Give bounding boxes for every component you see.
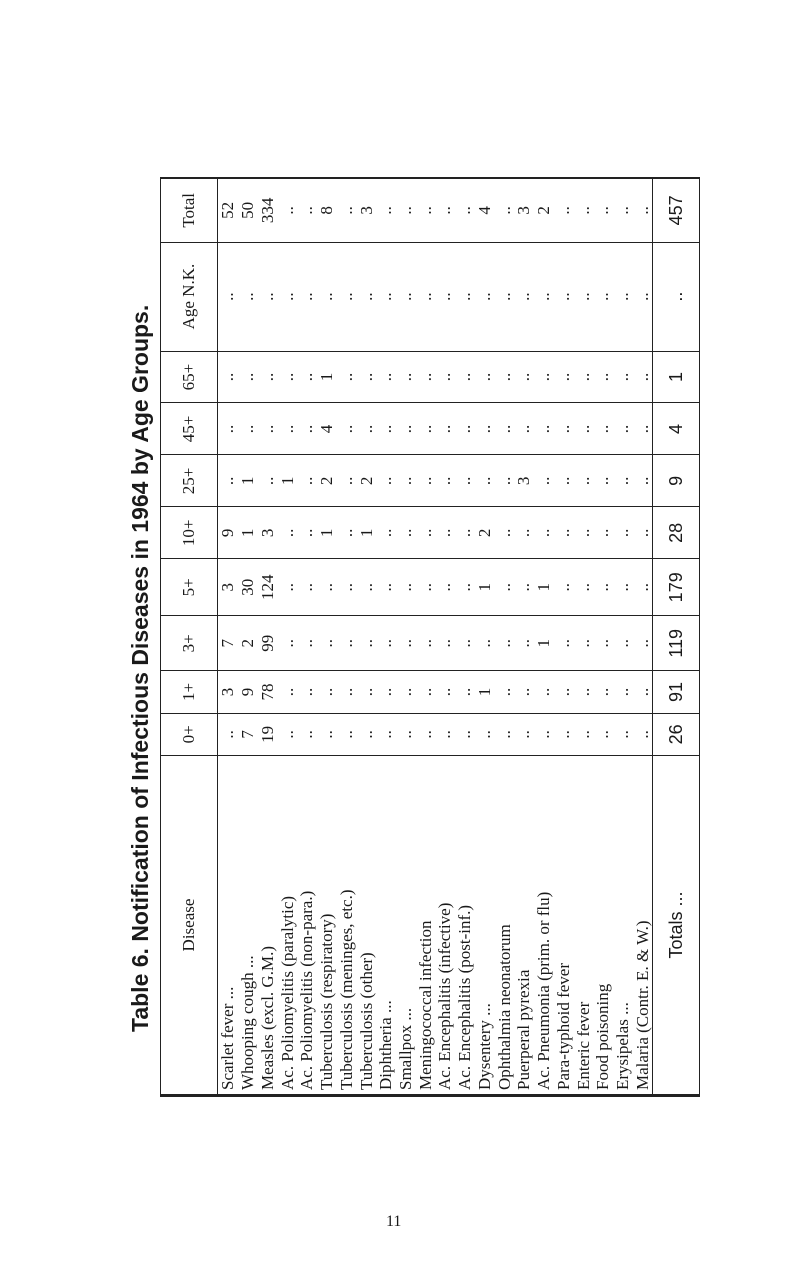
table-cell: ..: [554, 179, 574, 242]
table-row: [613, 179, 633, 1095]
table-cell: ..: [277, 713, 297, 755]
header-row: [161, 179, 218, 1095]
table-cell: ..: [435, 616, 455, 671]
table-cell: ..: [573, 242, 593, 351]
table-cell: ..: [218, 351, 238, 403]
table-cell: ..: [573, 179, 593, 242]
table-cell: ..: [475, 351, 495, 403]
table-cell: ..: [356, 559, 376, 616]
column-header: 45+: [161, 403, 218, 455]
table-cell: 4: [475, 179, 495, 242]
table-cell: ..: [573, 671, 593, 713]
table-cell: ..: [455, 616, 475, 671]
column-header: 10+: [161, 507, 218, 559]
table-cell: ..: [238, 403, 258, 455]
table-cell: ..: [257, 403, 277, 455]
table-cell: ..: [435, 351, 455, 403]
table-cell: ..: [435, 671, 455, 713]
table-row: [435, 179, 455, 1095]
totals-cell: 28: [653, 507, 700, 559]
table-cell: ..: [317, 559, 337, 616]
table-cell: 78: [257, 671, 277, 713]
disease-name: Ac. Encephalitis (infective): [435, 756, 455, 1095]
table-cell: 7: [238, 713, 258, 755]
table-cell: ..: [632, 713, 652, 755]
table-row: [317, 179, 337, 1095]
table-cell: ..: [277, 559, 297, 616]
table-cell: ..: [534, 455, 554, 507]
column-header: Disease: [161, 756, 218, 1095]
table-cell: ..: [435, 507, 455, 559]
table-row: [494, 179, 514, 1095]
table-cell: 4: [317, 403, 337, 455]
disease-name: Tuberculosis (other): [356, 756, 376, 1095]
table-cell: ..: [514, 671, 534, 713]
table-cell: ..: [356, 242, 376, 351]
totals-cell: 91: [653, 671, 700, 713]
disease-name: Diphtheria ...: [376, 756, 396, 1095]
table-cell: ..: [257, 242, 277, 351]
table-cell: ..: [435, 403, 455, 455]
table-cell: ..: [613, 403, 633, 455]
table-cell: ..: [415, 351, 435, 403]
table-cell: ..: [475, 242, 495, 351]
table-cell: ..: [455, 242, 475, 351]
table-cell: ..: [297, 671, 317, 713]
table-cell: ..: [534, 713, 554, 755]
table-cell: 30: [238, 559, 258, 616]
table-cell: ..: [554, 616, 574, 671]
table-row: [277, 179, 297, 1095]
table-row: [396, 179, 416, 1095]
table-cell: ..: [396, 242, 416, 351]
table-cell: ..: [632, 455, 652, 507]
table-cell: 3: [218, 671, 238, 713]
table-cell: ..: [396, 403, 416, 455]
table-cell: ..: [376, 507, 396, 559]
table-cell: ..: [396, 507, 416, 559]
table-cell: ..: [514, 351, 534, 403]
table-cell: ..: [376, 559, 396, 616]
table-cell: ..: [277, 507, 297, 559]
table-cell: ..: [632, 179, 652, 242]
table-cell: ..: [494, 713, 514, 755]
disease-name: Ophthalmia neonatorum: [494, 756, 514, 1095]
table-cell: ..: [573, 351, 593, 403]
totals-cell: 26: [653, 713, 700, 755]
table-cell: ..: [475, 616, 495, 671]
table-cell: ..: [632, 507, 652, 559]
table-cell: 1: [238, 455, 258, 507]
table-row: [593, 179, 613, 1095]
table-cell: ..: [554, 507, 574, 559]
table-cell: ..: [475, 455, 495, 507]
totals-cell: 119: [653, 616, 700, 671]
column-header: 65+: [161, 351, 218, 403]
table-cell: ..: [613, 351, 633, 403]
table-cell: ..: [257, 455, 277, 507]
table-cell: ..: [297, 616, 317, 671]
table-cell: 3: [356, 179, 376, 242]
table-cell: ..: [297, 507, 317, 559]
table-cell: 9: [238, 671, 258, 713]
disease-name: Ac. Poliomyelitis (non-para.): [297, 756, 317, 1095]
table-cell: ..: [573, 616, 593, 671]
table-cell: ..: [336, 713, 356, 755]
table-row: [534, 179, 554, 1095]
table-cell: ..: [336, 559, 356, 616]
table-cell: ..: [396, 616, 416, 671]
table-cell: 8: [317, 179, 337, 242]
table-cell: ..: [415, 455, 435, 507]
table-cell: ..: [356, 351, 376, 403]
table-cell: ..: [554, 403, 574, 455]
table-row: [514, 179, 534, 1095]
disease-name: Tuberculosis (meninges, etc.): [336, 756, 356, 1095]
table-cell: ..: [277, 242, 297, 351]
table-cell: ..: [435, 559, 455, 616]
table-cell: ..: [297, 403, 317, 455]
table-cell: ..: [613, 507, 633, 559]
table-cell: ..: [494, 242, 514, 351]
table-cell: ..: [632, 616, 652, 671]
table-cell: ..: [613, 559, 633, 616]
table-cell: ..: [356, 403, 376, 455]
table-cell: ..: [277, 671, 297, 713]
table-cell: ..: [455, 351, 475, 403]
table-cell: 1: [475, 559, 495, 616]
table-cell: ..: [336, 403, 356, 455]
table-cell: 50: [238, 179, 258, 242]
table-cell: ..: [277, 351, 297, 403]
table-cell: 1: [317, 507, 337, 559]
table-cell: ..: [613, 616, 633, 671]
table-row: [554, 179, 574, 1095]
table-row: [415, 179, 435, 1095]
table-cell: ..: [494, 455, 514, 507]
table-cell: ..: [514, 616, 534, 671]
table-cell: ..: [455, 507, 475, 559]
totals-cell: 9: [653, 455, 700, 507]
disease-name: Scarlet fever ...: [218, 756, 238, 1095]
table-cell: ..: [554, 351, 574, 403]
table-cell: ..: [317, 616, 337, 671]
table-cell: ..: [494, 351, 514, 403]
table-row: [218, 179, 238, 1095]
table-cell: ..: [593, 559, 613, 616]
table-cell: ..: [396, 351, 416, 403]
disease-name: Puerperal pyrexia: [514, 756, 534, 1095]
disease-name: Malaria (Contr. E. & W.): [632, 756, 652, 1095]
table-cell: 334: [257, 179, 277, 242]
table-cell: ..: [376, 403, 396, 455]
table-cell: ..: [534, 351, 554, 403]
table-cell: 1: [356, 507, 376, 559]
table-row: [632, 179, 652, 1095]
disease-name: Tuberculosis (respiratory): [317, 756, 337, 1095]
table-cell: ..: [396, 179, 416, 242]
page-number: 11: [386, 1213, 402, 1230]
table-cell: ..: [455, 455, 475, 507]
table-cell: ..: [376, 242, 396, 351]
table-cell: ..: [494, 616, 514, 671]
disease-name: Food poisoning: [593, 756, 613, 1095]
column-header: Age N.K.: [161, 242, 218, 351]
table-cell: ..: [494, 507, 514, 559]
table-cell: ..: [376, 671, 396, 713]
table-cell: ..: [356, 616, 376, 671]
table-cell: ..: [297, 559, 317, 616]
disease-name: Para-typhoid fever: [554, 756, 574, 1095]
table-cell: ..: [593, 507, 613, 559]
table-cell: ..: [376, 179, 396, 242]
table-cell: ..: [317, 242, 337, 351]
totals-cell: 457: [653, 179, 700, 242]
table-cell: ..: [475, 713, 495, 755]
table-cell: ..: [336, 616, 356, 671]
table-cell: 2: [238, 616, 258, 671]
column-header: 1+: [161, 671, 218, 713]
totals-cell: 4: [653, 403, 700, 455]
table-cell: ..: [632, 351, 652, 403]
disease-name: Measles (excl. G.M.): [257, 756, 277, 1095]
totals-cell: 1: [653, 351, 700, 403]
disease-name: Dysentery ...: [475, 756, 495, 1095]
table-cell: ..: [277, 616, 297, 671]
table-cell: ..: [336, 351, 356, 403]
table-cell: ..: [475, 403, 495, 455]
table-cell: ..: [554, 455, 574, 507]
table-cell: ..: [317, 671, 337, 713]
table-cell: ..: [415, 403, 435, 455]
table-row: [475, 179, 495, 1095]
table-cell: ..: [534, 242, 554, 351]
table-cell: ..: [494, 403, 514, 455]
table-cell: ..: [632, 403, 652, 455]
table-cell: ..: [593, 616, 613, 671]
table-cell: 2: [317, 455, 337, 507]
table-cell: 1: [534, 559, 554, 616]
table-cell: ..: [613, 671, 633, 713]
table-cell: ..: [376, 713, 396, 755]
table-cell: ..: [593, 403, 613, 455]
table-cell: ..: [415, 242, 435, 351]
table-cell: ..: [554, 559, 574, 616]
table-cell: ..: [257, 351, 277, 403]
table-cell: ..: [554, 671, 574, 713]
table-cell: ..: [218, 455, 238, 507]
totals-row: [653, 179, 700, 1095]
table-title: Table 6. Notification of Infectious Diseases in 1964 by Age Groups.: [127, 304, 153, 1032]
table-cell: ..: [435, 713, 455, 755]
table-cell: ..: [632, 559, 652, 616]
table-cell: 7: [218, 616, 238, 671]
table-cell: ..: [336, 179, 356, 242]
table-cell: ..: [613, 713, 633, 755]
table-row: [336, 179, 356, 1095]
table-cell: ..: [455, 713, 475, 755]
column-header: 0+: [161, 713, 218, 755]
table-cell: ..: [396, 713, 416, 755]
table-cell: 124: [257, 559, 277, 616]
table-row: [238, 179, 258, 1095]
table-cell: ..: [356, 671, 376, 713]
table-cell: ..: [455, 671, 475, 713]
disease-name: Ac. Pneumonia (prim. or flu): [534, 756, 554, 1095]
table-cell: ..: [593, 242, 613, 351]
table-cell: 9: [218, 507, 238, 559]
table-cell: ..: [455, 179, 475, 242]
table-cell: ..: [317, 713, 337, 755]
disease-name: Erysipelas ...: [613, 756, 633, 1095]
table-cell: 1: [317, 351, 337, 403]
table-cell: ..: [376, 616, 396, 671]
table-cell: ..: [514, 507, 534, 559]
disease-name: Smallpox ...: [396, 756, 416, 1095]
table-cell: ..: [415, 616, 435, 671]
table-cell: ..: [435, 179, 455, 242]
table-cell: ..: [613, 455, 633, 507]
table-cell: 3: [257, 507, 277, 559]
table-cell: ..: [573, 403, 593, 455]
table-cell: ..: [297, 455, 317, 507]
table-cell: ..: [613, 179, 633, 242]
table-cell: ..: [297, 179, 317, 242]
column-header: 5+: [161, 559, 218, 616]
table-cell: ..: [534, 671, 554, 713]
table-cell: 2: [475, 507, 495, 559]
table-cell: 3: [514, 455, 534, 507]
table-cell: ..: [336, 507, 356, 559]
table-cell: ..: [415, 559, 435, 616]
table-cell: ..: [514, 242, 534, 351]
table-cell: ..: [415, 507, 435, 559]
table-cell: ..: [218, 242, 238, 351]
table-cell: ..: [632, 242, 652, 351]
table-cell: 19: [257, 713, 277, 755]
table-cell: ..: [336, 242, 356, 351]
disease-name: Meningococcal infection: [415, 756, 435, 1095]
table-cell: 1: [238, 507, 258, 559]
table-cell: ..: [455, 403, 475, 455]
table-cell: ..: [218, 403, 238, 455]
table-cell: ..: [534, 403, 554, 455]
table-cell: ..: [554, 713, 574, 755]
totals-cell: ..: [653, 242, 700, 351]
table-cell: ..: [632, 671, 652, 713]
table-cell: 52: [218, 179, 238, 242]
table-cell: ..: [593, 455, 613, 507]
table-cell: ..: [238, 351, 258, 403]
table-cell: ..: [554, 242, 574, 351]
table-cell: 99: [257, 616, 277, 671]
table-cell: ..: [514, 403, 534, 455]
table-cell: ..: [494, 559, 514, 616]
table-cell: ..: [514, 559, 534, 616]
table-cell: ..: [514, 713, 534, 755]
table-cell: 1: [534, 616, 554, 671]
column-header: 25+: [161, 455, 218, 507]
table-cell: ..: [455, 559, 475, 616]
table-cell: ..: [218, 713, 238, 755]
disease-name: Ac. Poliomyelitis (paralytic): [277, 756, 297, 1095]
table-cell: 3: [514, 179, 534, 242]
table-cell: ..: [435, 242, 455, 351]
table-cell: ..: [336, 671, 356, 713]
disease-name: Enteric fever: [573, 756, 593, 1095]
table-row: [297, 179, 317, 1095]
totals-cell: 179: [653, 559, 700, 616]
table-cell: ..: [297, 242, 317, 351]
table-row: [376, 179, 396, 1095]
column-header: 3+: [161, 616, 218, 671]
table-cell: ..: [415, 671, 435, 713]
table-cell: ..: [593, 179, 613, 242]
table-cell: ..: [593, 713, 613, 755]
table-cell: ..: [277, 179, 297, 242]
table-cell: ..: [396, 559, 416, 616]
disease-name: Ac. Encephalitis (post-inf.): [455, 756, 475, 1095]
table-cell: ..: [238, 242, 258, 351]
totals-label: Totals ...: [653, 756, 700, 1095]
table-cell: ..: [396, 671, 416, 713]
table-cell: ..: [593, 351, 613, 403]
table-cell: ..: [376, 351, 396, 403]
table-cell: ..: [494, 179, 514, 242]
rotated-table-region: [160, 177, 700, 1097]
table-cell: 2: [534, 179, 554, 242]
table-cell: ..: [573, 455, 593, 507]
table-frame: [160, 177, 700, 1097]
table-row: [356, 179, 376, 1095]
table-cell: 1: [475, 671, 495, 713]
table-cell: ..: [613, 242, 633, 351]
table-cell: ..: [573, 559, 593, 616]
table-cell: 3: [218, 559, 238, 616]
table-cell: ..: [593, 671, 613, 713]
table-cell: ..: [534, 507, 554, 559]
table-cell: ..: [435, 455, 455, 507]
table-cell: 2: [356, 455, 376, 507]
table-cell: ..: [376, 455, 396, 507]
column-header: Total: [161, 179, 218, 242]
disease-name: Whooping cough ...: [238, 756, 258, 1095]
notification-table: [160, 179, 700, 1095]
table-cell: ..: [494, 671, 514, 713]
table-cell: ..: [415, 713, 435, 755]
table-cell: ..: [336, 455, 356, 507]
table-cell: ..: [356, 713, 376, 755]
table-cell: ..: [297, 351, 317, 403]
table-cell: ..: [396, 455, 416, 507]
table-cell: ..: [415, 179, 435, 242]
table-cell: ..: [573, 713, 593, 755]
table-cell: 1: [277, 455, 297, 507]
table-cell: ..: [277, 403, 297, 455]
table-row: [573, 179, 593, 1095]
table-cell: ..: [297, 713, 317, 755]
table-row: [257, 179, 277, 1095]
table-row: [455, 179, 475, 1095]
table-cell: ..: [573, 507, 593, 559]
